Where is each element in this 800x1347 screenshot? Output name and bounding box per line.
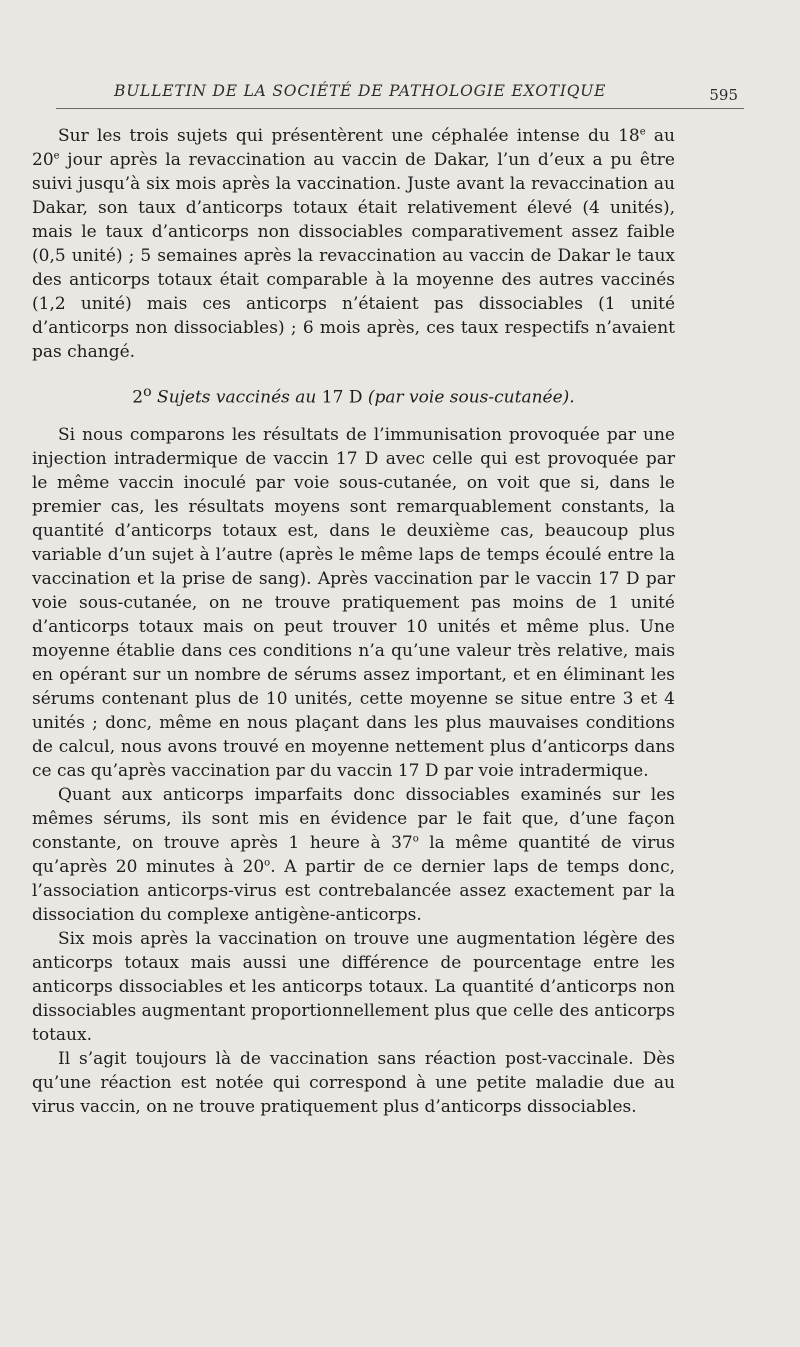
running-title: BULLETIN DE LA SOCIÉTÉ DE PATHOLOGIE EXOTIQUE — [114, 82, 607, 100]
paragraph-1-text-c: jour après la revaccination au vaccin de Dakar, l’un d’eux a pu être suivi jusqu’à six mois après la vaccination. Juste avant la revaccination au Dakar, son taux d’anticorps totaux était relativement élevé (4 unités), mais le taux d’anticorps non dissociables comparativement assez faible (0,5 unité) ; 5 semaines après la revaccination au vaccin de Dakar le taux des anticorps totaux était comparable à la moyenne des autres vaccinés (1,2 unité) mais ces anticorps n’étaient pas dissociables (1 unité d’anticorps non dissociables) ; 6 mois après, ces taux respectifs n’avaient pas changé. — [32, 150, 675, 362]
paragraph-2: Si nous comparons les résultats de l’immunisation provoquée par une injection intradermique de vaccin 17 D avec celle qui est provoquée par le même vaccin inoculé par voie sous-cutanée, on voit que si, dans le premier cas, les résultats moyens sont remarquablement constants, la quantité d’anticorps totaux est, dans le deuxième cas, beaucoup plus variable d’un sujet à l’autre (après le même laps de temps écoulé entre la vaccination et la prise de sang). Après vaccination par le vaccin 17 D par voie sous-cutanée, on ne trouve pratiquement pas moins de 1 unité d’anticorps totaux mais on peut trouver 10 unités et même plus. Une moyenne établie dans ces conditions n’a qu’une valeur très relative, mais en opérant sur un nombre de sérums assez important, et en éliminant les sérums contenant plus de 10 unités, cette moyenne se situe entre 3 et 4 unités ; donc, même en nous plaçant dans les plus mauvaises conditions de calcul, nous avons trouvé en moyenne nettement plus d’anticorps dans ce cas qu’après vaccination par du vaccin 17 D par voie intradermique. — [32, 424, 675, 781]
superscript-e: e — [639, 126, 646, 138]
superscript-o: o — [412, 833, 419, 844]
superscript-e: e — [53, 150, 60, 162]
page-header — [56, 78, 744, 109]
paragraph-1 — [32, 124, 675, 364]
paragraph-4: Six mois après la vaccination on trouve une augmentation légère des anticorps totaux mais aussi une différence de pourcentage entre les anticorps dissociables et les anticorps totaux. La quantité d’anticorps non dissociables augmentant proportionnellement plus que celle des anticorps totaux. — [32, 928, 675, 1045]
page-number: 595 — [709, 86, 738, 104]
paragraph-1-text-b: au 20 — [32, 126, 675, 170]
section-heading — [32, 380, 675, 410]
paragraph-3-text-b: la même quantité de virus qu’après 20 minutes à 20 — [32, 832, 675, 877]
paragraph-3 — [32, 783, 675, 927]
paragraph-5: Il s’agit toujours là de vaccination sans réaction post-vaccinale. Dès qu’une réaction est notée qui correspond à une petite maladie due au virus vaccin, on ne trouve pratiquement plus d’anticorps dissociables. — [32, 1048, 675, 1117]
section-title-part-3: (par voie sous-cutanée). — [362, 387, 575, 408]
paragraph-3-text-c: . A partir de ce dernier laps de temps donc, l’association anticorps-virus est contrebalancée assez exactement par la dissociation du complexe antigène-anticorps. — [32, 856, 675, 925]
paragraph-3-text-a: Quant aux anticorps imparfaits donc dissociables examinés sur les mêmes sérums, ils sont mis en évidence par le fait que, d’une façon constante, on trouve après 1 heure à 37 — [32, 784, 675, 853]
section-title-part-2: 17 D — [321, 387, 363, 408]
article-body — [32, 124, 675, 1119]
section-title-part-1: Sujets vaccinés au — [151, 387, 322, 408]
section-number: 2 — [132, 387, 144, 408]
superscript-o: o — [264, 857, 271, 868]
paragraph-1-text-a: Sur les trois sujets qui présentèrent une céphalée intense du 18 — [58, 126, 640, 146]
superscript-o: o — [143, 384, 152, 400]
